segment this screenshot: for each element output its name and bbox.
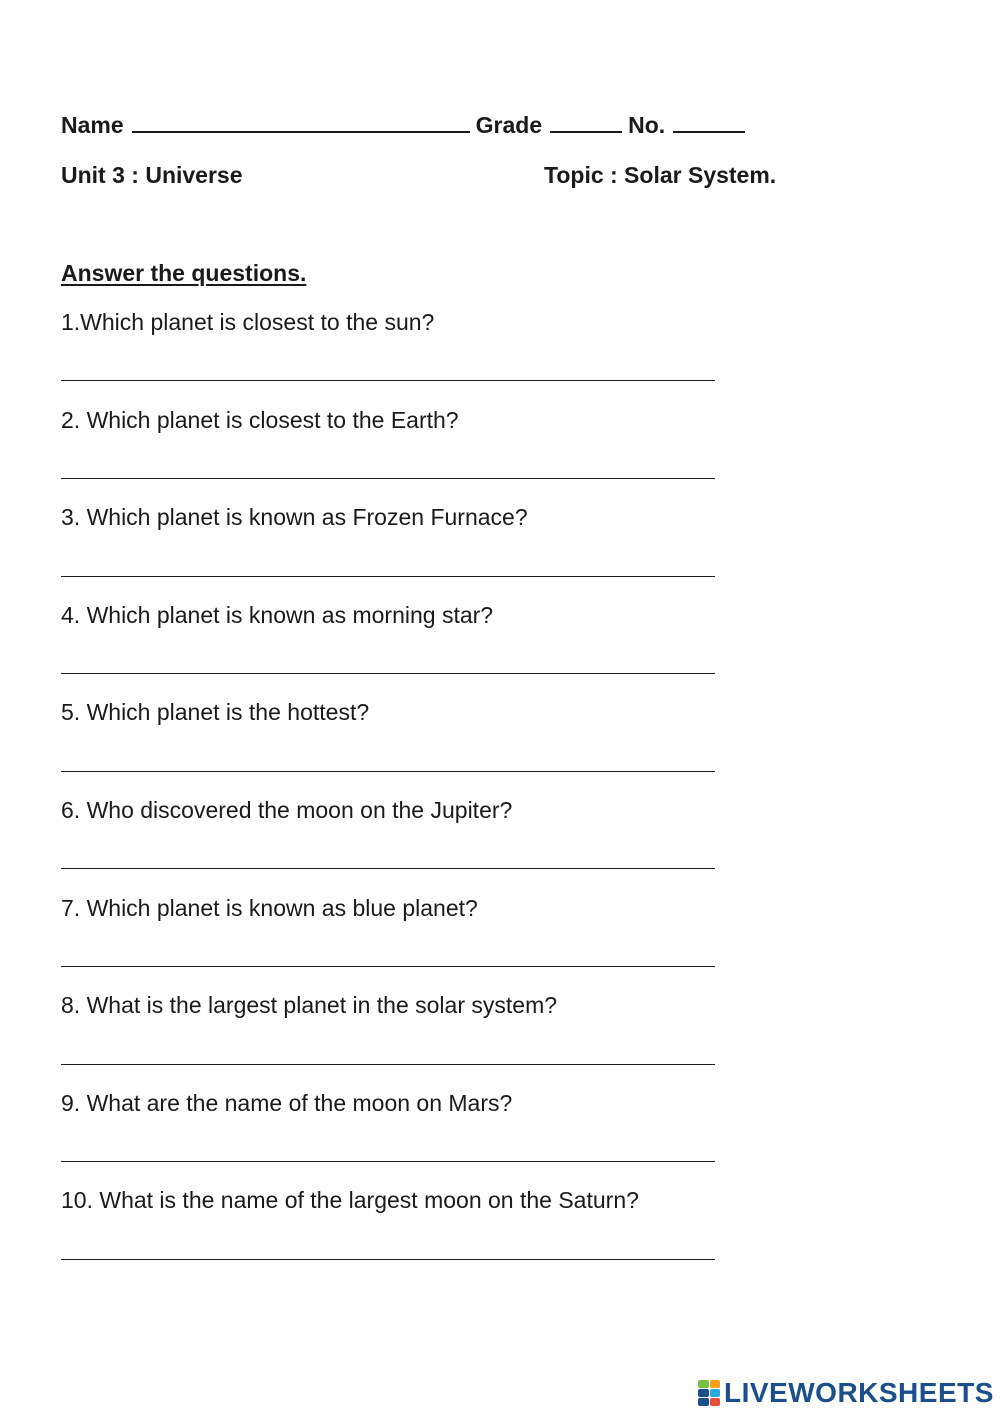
answer-line-7[interactable]: [61, 966, 715, 967]
unit-title: Unit 3 : Universe: [61, 162, 243, 188]
answer-line-2[interactable]: [61, 478, 715, 479]
question-1: 1.Which planet is closest to the sun?: [61, 309, 435, 335]
answer-line-4[interactable]: [61, 673, 715, 674]
logo-text: LIVEWORKSHEETS: [724, 1377, 994, 1408]
grade-blank[interactable]: [550, 111, 622, 133]
question-7: 7. Which planet is known as blue planet?: [61, 895, 478, 921]
grade-label: Grade: [475, 112, 543, 138]
question-4: 4. Which planet is known as morning star?: [61, 602, 494, 628]
answer-line-5[interactable]: [61, 771, 715, 772]
answer-line-9[interactable]: [61, 1161, 715, 1162]
instructions-heading: Answer the questions.: [61, 260, 307, 286]
number-blank[interactable]: [673, 111, 745, 133]
name-label: Name: [61, 112, 124, 138]
answer-line-3[interactable]: [61, 576, 715, 577]
number-label: No.: [628, 112, 666, 138]
question-5: 5. Which planet is the hottest?: [61, 699, 370, 725]
question-3: 3. Which planet is known as Frozen Furnace?: [61, 504, 528, 530]
topic-title: Topic : Solar System.: [544, 162, 777, 188]
question-2: 2. Which planet is closest to the Earth?: [61, 407, 459, 433]
question-6: 6. Who discovered the moon on the Jupiter?: [61, 797, 513, 823]
answer-line-8[interactable]: [61, 1064, 715, 1065]
liveworksheets-logo: [698, 1375, 994, 1411]
answer-line-10[interactable]: [61, 1259, 715, 1260]
answer-line-1[interactable]: [61, 380, 715, 381]
question-8: 8. What is the largest planet in the solar system?: [61, 992, 558, 1018]
question-10: 10. What is the name of the largest moon on the Saturn?: [61, 1187, 639, 1213]
answer-line-6[interactable]: [61, 868, 715, 869]
student-info-row: [61, 110, 751, 140]
name-blank[interactable]: [132, 111, 470, 133]
question-9: 9. What are the name of the moon on Mars?: [61, 1090, 513, 1116]
liveworksheets-logo-icon: [698, 1380, 720, 1406]
